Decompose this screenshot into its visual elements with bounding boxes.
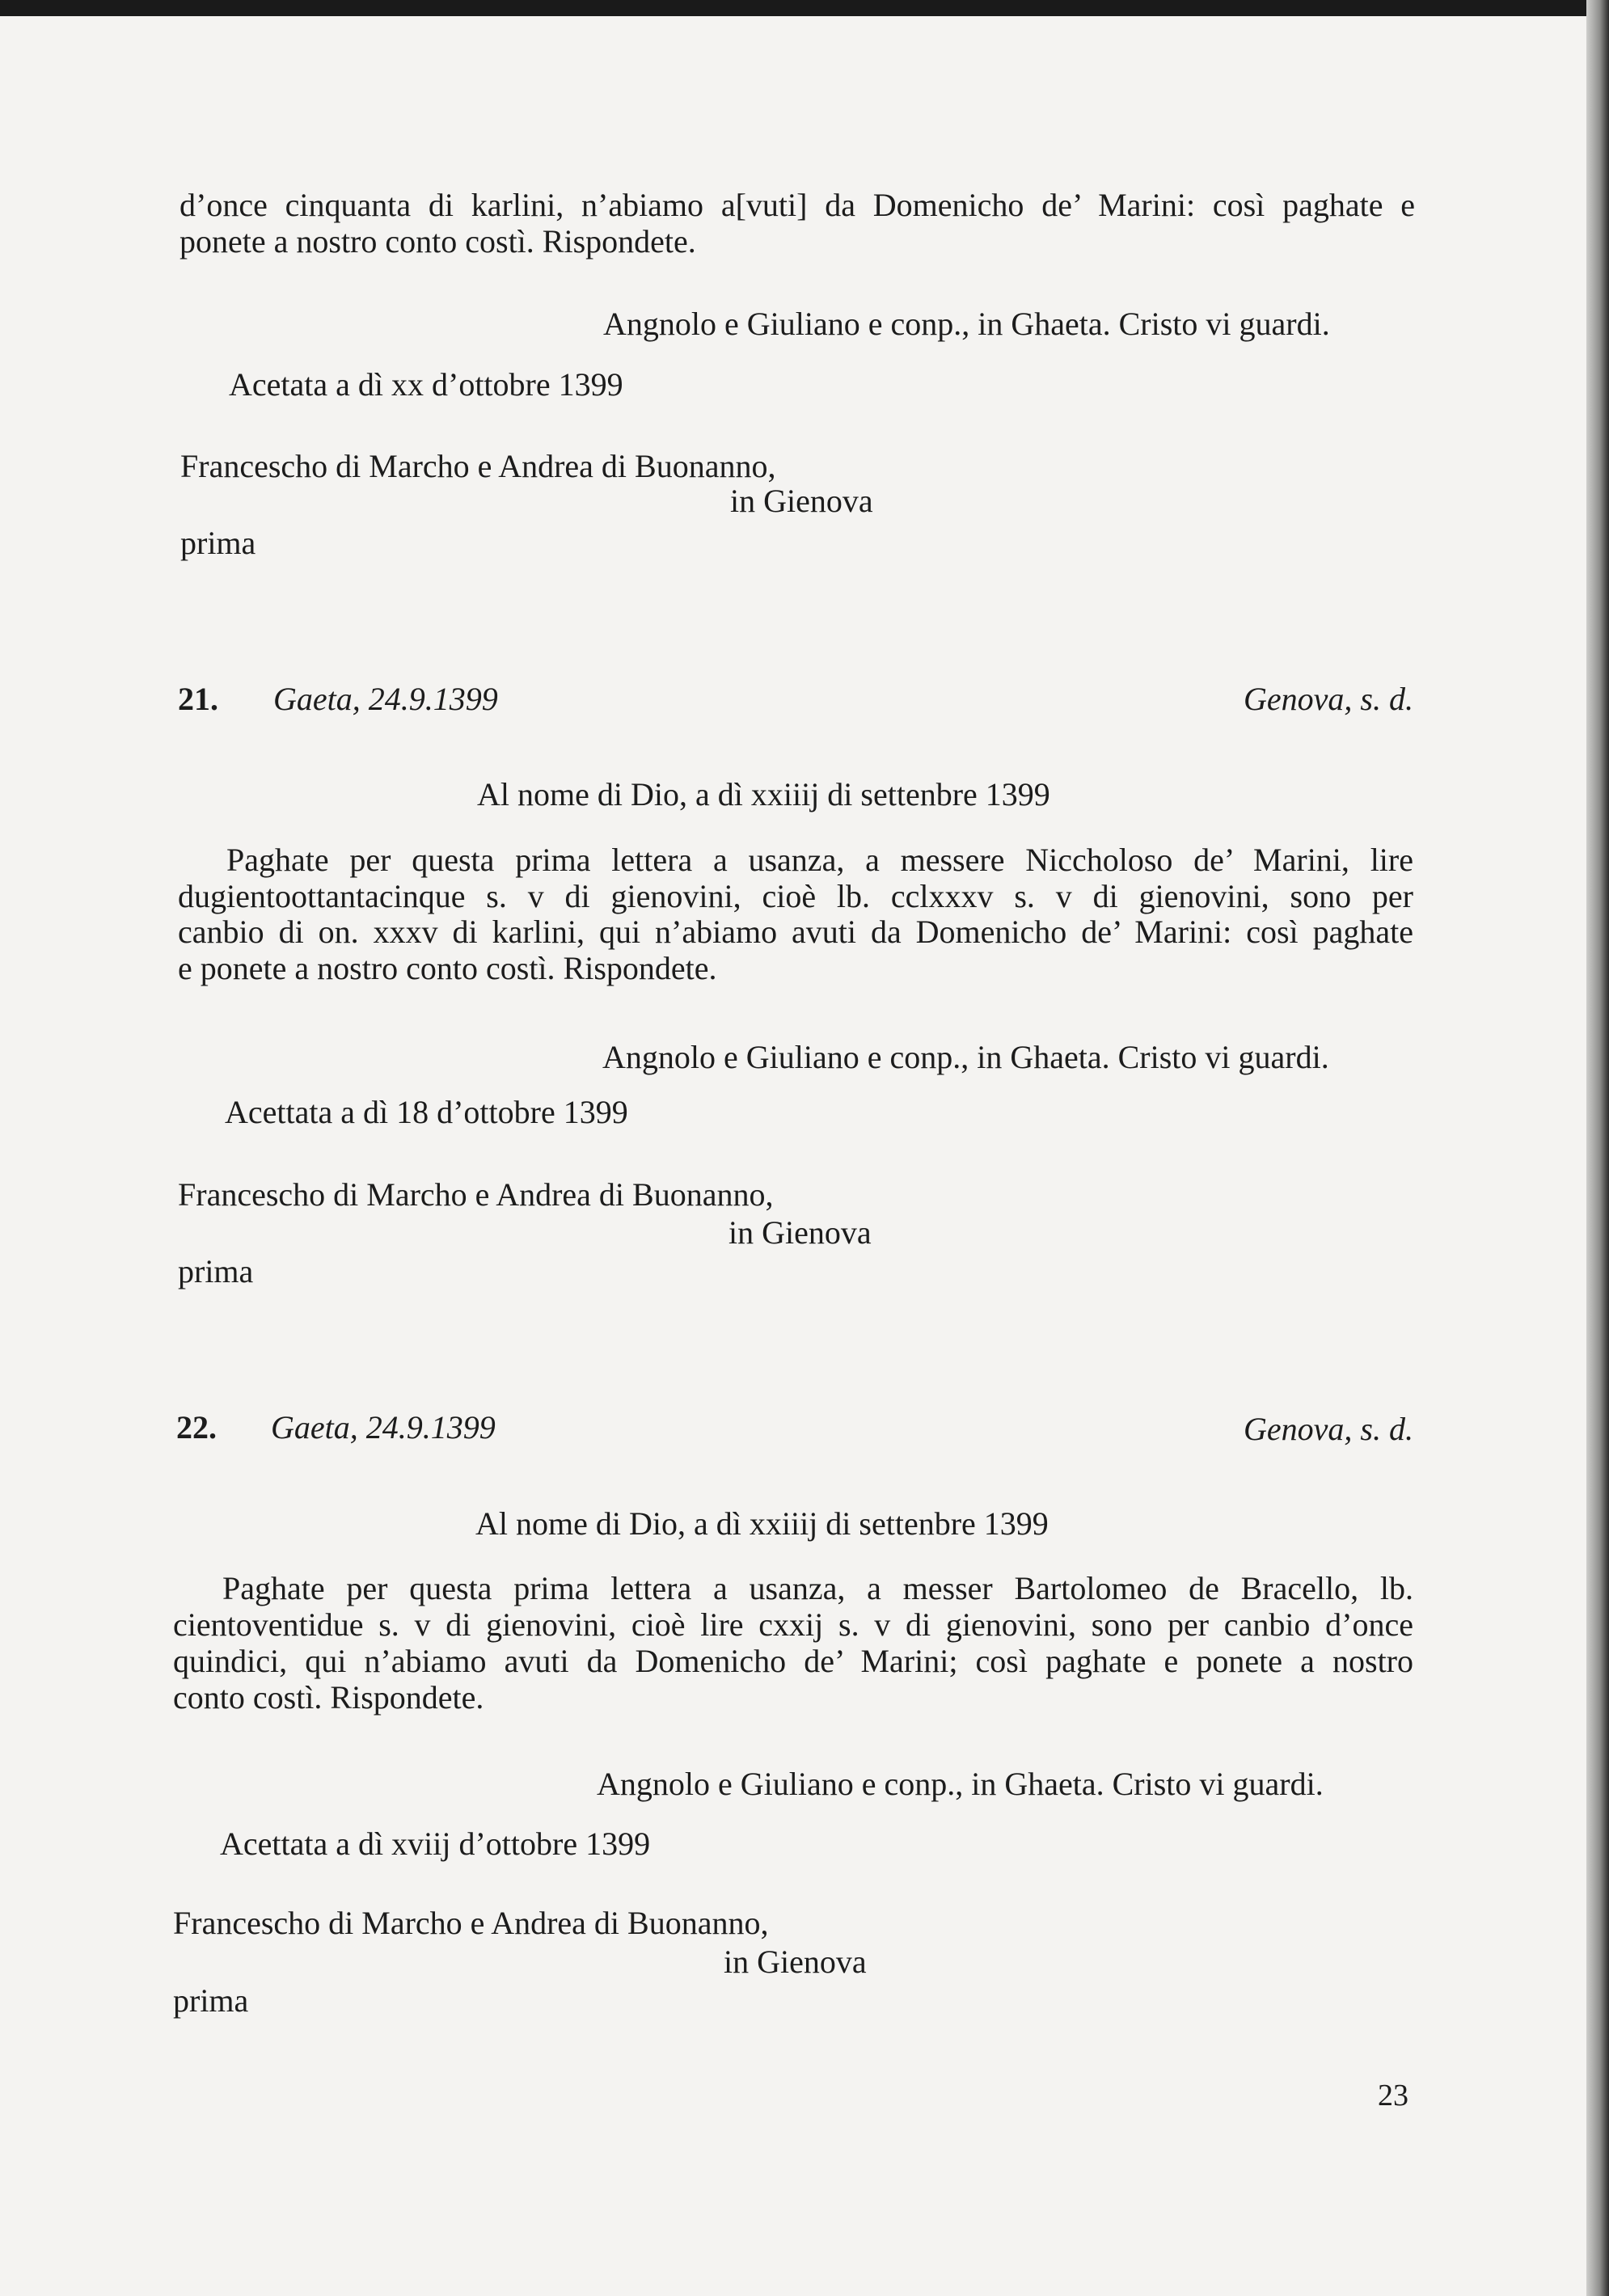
letter-22-number: 22. — [176, 1409, 217, 1446]
letter-22-addressee: Francescho di Marcho e Andrea di Buonanno, — [173, 1905, 769, 1941]
top-text-line-1: d’once cinquanta di karlini, n’abiamo a[vuti] da Domenicho de’ Marini: così paghate e — [179, 187, 1415, 223]
letter-21-destination: Genova, s. d. — [1244, 681, 1413, 717]
letter-22-signature: Angnolo e Giuliano e conp., in Ghaeta. Cristo vi guardi. — [597, 1766, 1324, 1802]
book-page — [0, 16, 1586, 2296]
letter-22-origin: Gaeta, 24.9.1399 — [271, 1409, 496, 1446]
letter-21-copy-label: prima — [178, 1253, 254, 1289]
top-copy-label: prima — [180, 525, 256, 561]
letter-22-accepted-note: Acettata a dì xviij d’ottobre 1399 — [220, 1825, 651, 1862]
letter-22-copy-label: prima — [173, 1982, 249, 2019]
top-signature: Angnolo e Giuliano e conp., in Ghaeta. Cristo vi guardi. — [603, 306, 1330, 342]
top-addressee-place: in Gienova — [730, 483, 873, 519]
page-number: 23 — [1378, 2079, 1408, 2112]
letter-22-text-line-3: quindici, qui n’abiamo avuti da Domenicho de’ Marini; così paghate e ponete a nostro — [173, 1643, 1413, 1679]
letter-22-text-line-1: Paghate per questa prima lettera a usanza, a messer Bartolomeo de Bracello, lb. — [222, 1570, 1413, 1606]
top-accepted-note: Acetata a dì xx d’ottobre 1399 — [229, 366, 623, 403]
page-edge-shadow — [1586, 0, 1609, 2296]
letter-21-number: 21. — [178, 681, 218, 717]
top-addressee: Francescho di Marcho e Andrea di Buonanno, — [180, 448, 776, 484]
letter-21-opening: Al nome di Dio, a dì xxiiij di settenbre 1399 — [477, 776, 1050, 812]
letter-21-accepted-note: Acettata a dì 18 d’ottobre 1399 — [225, 1094, 628, 1130]
letter-21-signature: Angnolo e Giuliano e conp., in Ghaeta. Cristo vi guardi. — [602, 1039, 1329, 1075]
letter-21-text-line-4: e ponete a nostro conto costì. Rispondete. — [178, 950, 717, 986]
letter-22-text-line-2: cientoventidue s. v di gienovini, cioè lire cxxij s. v di gienovini, sono per canbio d’once — [173, 1606, 1413, 1643]
letter-21-origin: Gaeta, 24.9.1399 — [273, 681, 498, 717]
letter-22-text-line-4: conto costì. Rispondete. — [173, 1679, 484, 1716]
letter-22-destination: Genova, s. d. — [1244, 1411, 1413, 1447]
letter-21-addressee: Francescho di Marcho e Andrea di Buonanno, — [178, 1176, 774, 1213]
letter-21-text-line-3: canbio di on. xxxv di karlini, qui n’abiamo avuti da Domenicho de’ Marini: così paghate — [178, 914, 1413, 950]
letter-21-text-line-2: dugientoottantacinque s. v di gienovini, cioè lb. cclxxxv s. v di gienovini, sono per — [178, 878, 1413, 914]
letter-22-opening: Al nome di Dio, a dì xxiiij di settenbre 1399 — [475, 1505, 1049, 1542]
letter-21-text-line-1: Paghate per questa prima lettera a usanza, a messere Niccholoso de’ Marini, lire — [226, 842, 1413, 878]
letter-22-addressee-place: in Gienova — [724, 1944, 867, 1980]
top-text-line-2: ponete a nostro conto costì. Rispondete. — [179, 223, 696, 260]
letter-21-addressee-place: in Gienova — [728, 1214, 872, 1251]
